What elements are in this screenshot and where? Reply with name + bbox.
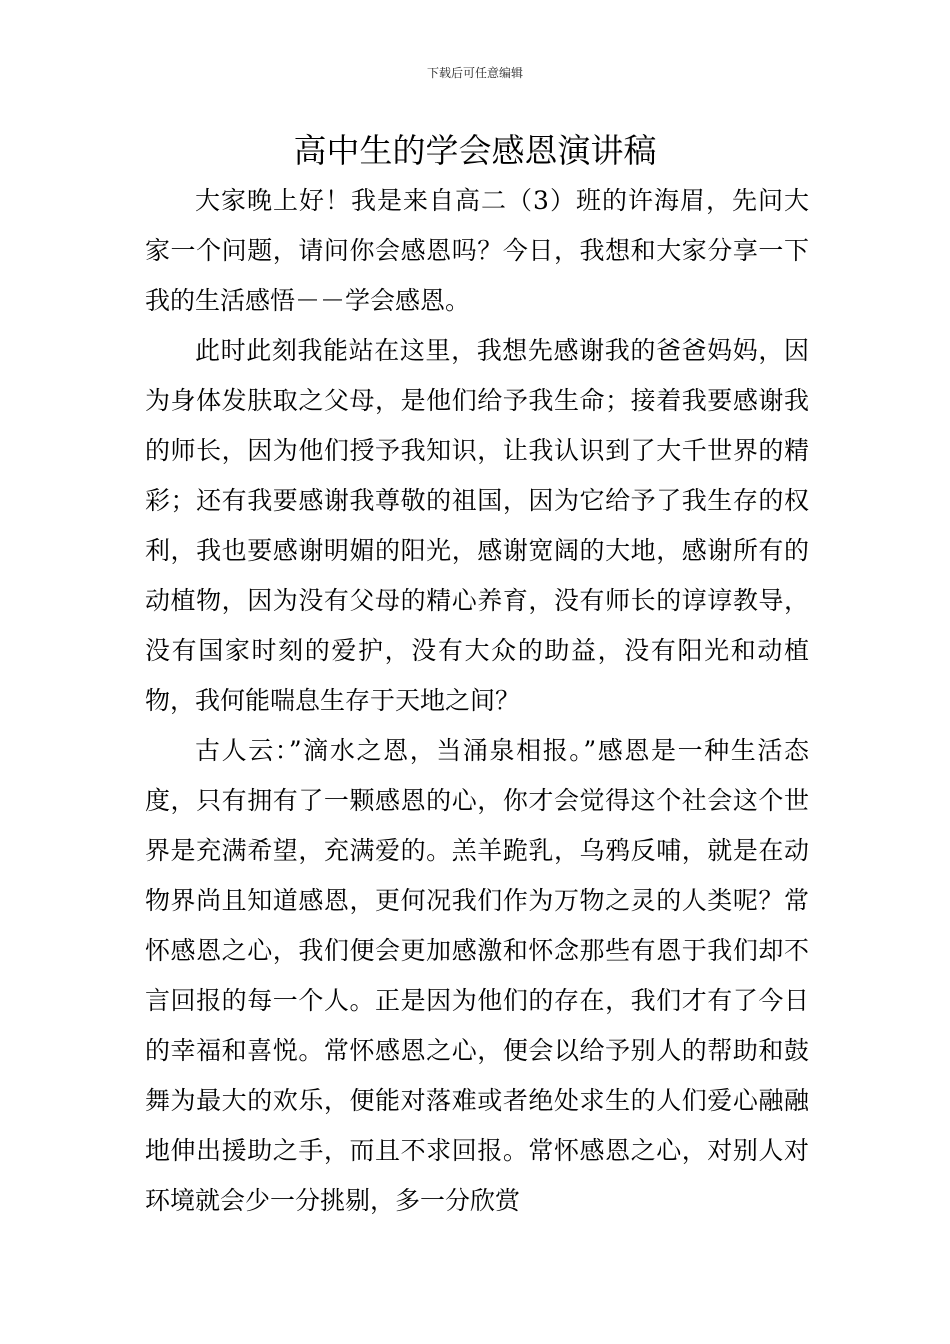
- paragraph-3: 古人云：”滴水之恩，当涌泉相报。”感恩是一种生活态度，只有拥有了一颗感恩的心，你才会觉得这个社会这个世界是充满希望，充满爱的。羔羊跪乳，乌鸦反哺，就是在动物界尚且知道感恩，更何况我们作为万物之灵的人类呢？常怀感恩之心，我们便会更加感激和怀念那些有恩于我们却不言回报的每一个人。正是因为他们的存在，我们才有了今日的幸福和喜悦。常怀感恩之心，便会以给予别人的帮助和鼓舞为最大的欢乐，便能对落难或者绝处求生的人们爱心融融地伸出援助之手，而且不求回报。常怀感恩之心，对别人对环境就会少一分挑剔，多一分欣赏: [145, 736, 809, 1215]
- header-note: 下载后可任意编辑: [426, 66, 523, 80]
- document-title: 高中生的学会感恩演讲稿: [293, 131, 657, 170]
- paragraph-1: 大家晚上好！我是来自高二（3）班的许海眉，先问大家一个问题，请问你会感恩吗？今日，我想和大家分享一下我的生活感悟－－学会感恩。: [145, 186, 809, 315]
- document-body: [145, 176, 809, 1226]
- paragraph-2: 此时此刻我能站在这里，我想先感谢我的爸爸妈妈，因为身体发肤取之父母，是他们给予我生命；接着我要感谢我的师长，因为他们授予我知识，让我认识到了大千世界的精彩；还有我要感谢我尊敬的祖国，因为它给予了我生存的权利，我也要感谢明媚的阳光，感谢宽阔的大地，感谢所有的动植物，因为没有父母的精心养育，没有师长的谆谆教导，没有国家时刻的爱护，没有大众的助益，没有阳光和动植物，我何能喘息生存于天地之间？: [145, 336, 809, 715]
